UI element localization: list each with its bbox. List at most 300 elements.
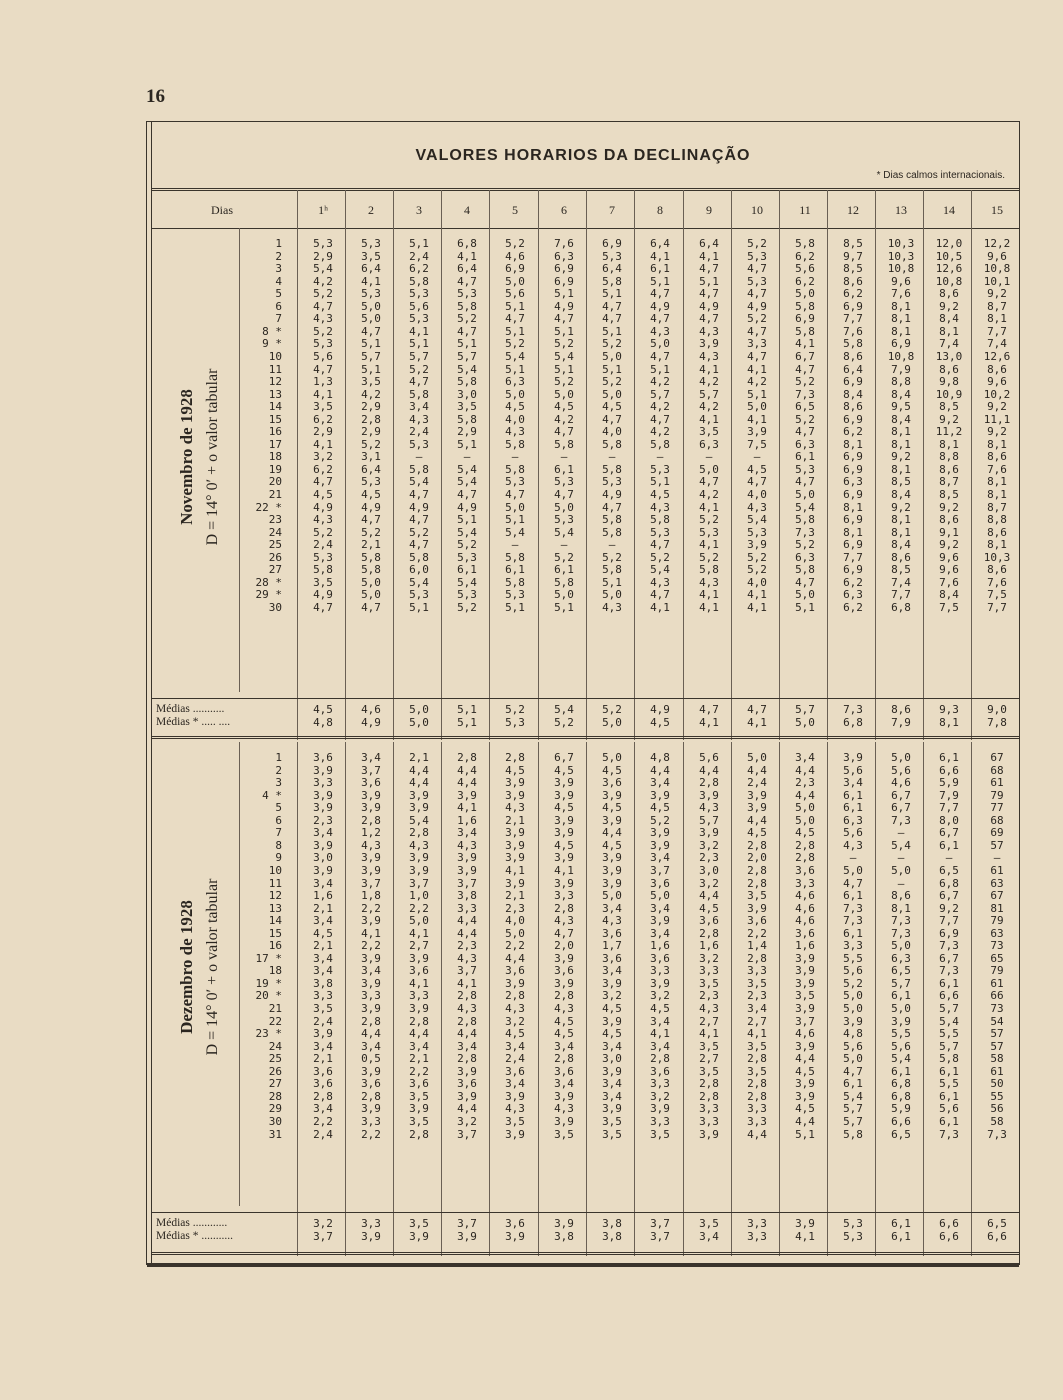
hour-value: 4,5 bbox=[795, 826, 815, 840]
hour-value: 3,7 bbox=[457, 964, 477, 978]
header-top-rule-2 bbox=[151, 190, 1019, 191]
hour-value: 6,9 bbox=[505, 262, 525, 276]
hour-value: 3,7 bbox=[361, 876, 381, 890]
hour-value: 5,2 bbox=[699, 550, 719, 564]
day-number: 19 bbox=[268, 462, 282, 476]
hour-value: 2,2 bbox=[505, 939, 525, 953]
header-hour: 6 bbox=[561, 202, 567, 217]
hour-value: 8,1 bbox=[987, 475, 1007, 489]
hour-value: 9,6 bbox=[891, 274, 911, 288]
hour-value: 3,9 bbox=[505, 776, 525, 790]
hour-value: 3,4 bbox=[457, 826, 477, 840]
hour-value: 3,9 bbox=[409, 851, 429, 865]
hour-value: 10,1 bbox=[983, 274, 1011, 288]
hour-value: 8,4 bbox=[843, 387, 863, 401]
hour-value: 5,4 bbox=[554, 525, 574, 539]
hour-value: 4,3 bbox=[554, 1002, 574, 1015]
medias-top-rule bbox=[151, 698, 1019, 699]
hour-value: 8,4 bbox=[891, 387, 911, 401]
hour-value: 1,6 bbox=[795, 939, 815, 953]
hour-value: 4,7 bbox=[602, 412, 622, 426]
hour-value: 2,0 bbox=[554, 939, 574, 953]
medias-star-value: 5,0 bbox=[795, 716, 815, 729]
hour-value: 5,1 bbox=[602, 362, 622, 376]
medias-value: 7,3 bbox=[843, 703, 863, 716]
hour-value: 3,3 bbox=[361, 1114, 381, 1128]
hour-value: 3,4 bbox=[457, 1039, 477, 1053]
hour-value: 4,2 bbox=[361, 387, 381, 401]
hour-value: 5,1 bbox=[457, 513, 477, 527]
hour-value: 0,5 bbox=[361, 1052, 381, 1066]
hour-value: 5,6 bbox=[891, 1039, 911, 1053]
hour-value: 3,9 bbox=[554, 826, 574, 840]
hour-value: 2,8 bbox=[457, 1014, 477, 1028]
hour-value: 8,0 bbox=[939, 813, 959, 827]
medias-star-value: 4,1 bbox=[699, 716, 719, 729]
hour-value: 4,7 bbox=[650, 538, 670, 552]
hour-value: 3,6 bbox=[457, 1077, 477, 1091]
hour-value: — bbox=[897, 876, 905, 890]
hour-value: 3,6 bbox=[650, 951, 670, 965]
hour-value: 3,9 bbox=[602, 788, 622, 802]
hour-value: 2,8 bbox=[747, 1089, 767, 1103]
hour-value: 4,3 bbox=[505, 425, 525, 439]
hour-value: 4,1 bbox=[747, 412, 767, 426]
hour-value: 3,0 bbox=[602, 1052, 622, 1066]
hour-value: 3,6 bbox=[650, 876, 670, 890]
hour-value: 4,3 bbox=[409, 838, 429, 852]
hour-value: 3,5 bbox=[313, 400, 333, 414]
day-number: 26 bbox=[268, 1064, 282, 1078]
hour-value: 5,0 bbox=[650, 889, 670, 903]
hour-value: 8,5 bbox=[843, 237, 863, 250]
hour-value: 11,2 bbox=[935, 425, 963, 439]
hour-value: 5,6 bbox=[843, 763, 863, 777]
hour-value: 5,7 bbox=[891, 976, 911, 990]
hour-value: 4,1 bbox=[409, 324, 429, 338]
medias-value: 5,3 bbox=[843, 1217, 863, 1230]
hour-value: 3,9 bbox=[650, 788, 670, 802]
hour-value: 3,9 bbox=[554, 976, 574, 990]
hour-value: 8,1 bbox=[939, 324, 959, 338]
hour-value: 3,9 bbox=[554, 776, 574, 790]
hour-value: 4,4 bbox=[409, 776, 429, 790]
hour-value: 6,1 bbox=[554, 563, 574, 577]
hour-value: 11,1 bbox=[983, 412, 1011, 426]
hour-value: — bbox=[608, 450, 616, 464]
hour-value: 3,2 bbox=[650, 989, 670, 1003]
hour-value: 4,4 bbox=[699, 889, 719, 903]
day-number: 25 bbox=[268, 1052, 282, 1066]
hour-value: 4,7 bbox=[650, 349, 670, 363]
hour-value: 3,9 bbox=[795, 1077, 815, 1091]
hour-value: 4,5 bbox=[505, 400, 525, 414]
medias-star-value: 6,8 bbox=[843, 716, 863, 729]
hour-value: 5,8 bbox=[699, 563, 719, 577]
hour-value: 3,5 bbox=[795, 989, 815, 1003]
hour-value: 2,7 bbox=[699, 1052, 719, 1066]
hour-value: 2,8 bbox=[747, 838, 767, 852]
day-number: 6 bbox=[275, 299, 282, 313]
medias-star-value: 3,8 bbox=[554, 1230, 574, 1243]
hour-value: 5,8 bbox=[457, 412, 477, 426]
hour-value: 6,8 bbox=[939, 876, 959, 890]
hour-value: 5,7 bbox=[843, 1102, 863, 1116]
hour-value: 6,6 bbox=[939, 989, 959, 1003]
hour-value: 5,0 bbox=[361, 588, 381, 602]
day-number: 3 bbox=[275, 262, 282, 276]
hour-value: 3,9 bbox=[795, 964, 815, 978]
hour-value: 3,9 bbox=[554, 1089, 574, 1103]
hour-value: 5,0 bbox=[843, 989, 863, 1003]
hour-value: 5,2 bbox=[602, 337, 622, 351]
column-divider bbox=[345, 228, 346, 740]
hour-value: 3,9 bbox=[602, 851, 622, 865]
hour-value: 4,1 bbox=[747, 588, 767, 602]
hour-value: 2,8 bbox=[457, 1052, 477, 1066]
hour-value: 4,6 bbox=[795, 901, 815, 915]
hour-value: 8,1 bbox=[891, 901, 911, 915]
hour-value: 3,9 bbox=[650, 914, 670, 928]
hour-value: 5,9 bbox=[939, 776, 959, 790]
hour-value: 3,9 bbox=[554, 813, 574, 827]
hour-value: 6,4 bbox=[361, 462, 381, 476]
hour-value: 6,7 bbox=[554, 751, 574, 764]
hour-value: 4,3 bbox=[699, 801, 719, 815]
hour-value: 6,3 bbox=[843, 475, 863, 489]
hour-value: 2,8 bbox=[361, 1014, 381, 1028]
hour-value: 10,8 bbox=[887, 262, 915, 276]
hour-value: 4,1 bbox=[747, 1027, 767, 1041]
hour-value: 5,2 bbox=[361, 525, 381, 539]
day-number: 11 bbox=[268, 362, 282, 376]
hour-value: 5,7 bbox=[650, 387, 670, 401]
hour-value: 5,3 bbox=[747, 525, 767, 539]
hour-value: 3,6 bbox=[313, 751, 333, 764]
hour-value: 5,4 bbox=[313, 262, 333, 276]
column-divider bbox=[441, 228, 442, 740]
hour-value: 3,9 bbox=[554, 951, 574, 965]
hour-value: 6,1 bbox=[650, 262, 670, 276]
hour-value: 3,4 bbox=[650, 901, 670, 915]
hour-value: 3,3 bbox=[457, 901, 477, 915]
day-number: 18 bbox=[268, 450, 282, 464]
hour-value: 4,1 bbox=[699, 538, 719, 552]
hour-value: 4,1 bbox=[650, 600, 670, 614]
hour-value: 4,3 bbox=[313, 312, 333, 326]
hour-value: 3,5 bbox=[361, 375, 381, 389]
hour-value: 3,1 bbox=[361, 450, 381, 464]
hour-value: 2,3 bbox=[457, 939, 477, 953]
day-number: 20 * bbox=[255, 989, 282, 1003]
hour-value: 3,3 bbox=[650, 964, 670, 978]
hour-value: 3,6 bbox=[361, 1077, 381, 1091]
hour-value: 3,9 bbox=[457, 1064, 477, 1078]
hour-value: 3,9 bbox=[650, 976, 670, 990]
hour-value: 5,2 bbox=[457, 538, 477, 552]
hour-value: 4,5 bbox=[602, 763, 622, 777]
hour-value: 3,6 bbox=[650, 1064, 670, 1078]
hour-value: 5,5 bbox=[891, 1027, 911, 1041]
hour-value: 5,0 bbox=[602, 588, 622, 602]
table-row bbox=[147, 238, 1019, 251]
hour-value: 2,8 bbox=[554, 989, 574, 1003]
hour-value: 2,9 bbox=[361, 425, 381, 439]
hour-value: 1,7 bbox=[602, 939, 622, 953]
hour-value: 5,2 bbox=[457, 600, 477, 614]
hour-value: 5,0 bbox=[505, 387, 525, 401]
hour-value: 6,7 bbox=[939, 951, 959, 965]
day-number: 14 bbox=[268, 914, 282, 928]
hour-value: 5,8 bbox=[361, 563, 381, 577]
hour-value: 7,3 bbox=[939, 1127, 959, 1141]
hour-value: 3,5 bbox=[747, 1039, 767, 1053]
hour-value: 3,9 bbox=[699, 1127, 719, 1141]
medias-star-value: 3,4 bbox=[699, 1230, 719, 1243]
table-row bbox=[147, 426, 1019, 439]
hour-value: 4,4 bbox=[457, 763, 477, 777]
header-top-rule bbox=[151, 188, 1019, 189]
table-row bbox=[147, 752, 1019, 765]
hour-value: 5,0 bbox=[554, 588, 574, 602]
section-bottom-rule-2 bbox=[151, 1254, 1019, 1255]
table-row bbox=[147, 288, 1019, 301]
hour-value: 3,9 bbox=[650, 1102, 670, 1116]
hour-value: 8,7 bbox=[987, 299, 1007, 313]
hour-value: 3,9 bbox=[313, 863, 333, 877]
hour-value: 5,4 bbox=[891, 838, 911, 852]
hour-value: 6,1 bbox=[843, 1077, 863, 1091]
hour-value: 2,8 bbox=[457, 989, 477, 1003]
hour-value: 4,9 bbox=[313, 588, 333, 602]
medias-value: 4,5 bbox=[313, 703, 333, 716]
hour-value: 5,7 bbox=[361, 349, 381, 363]
day-number: 23 * bbox=[255, 1027, 282, 1041]
hour-value: 2,3 bbox=[313, 813, 333, 827]
hour-value: 6,2 bbox=[409, 262, 429, 276]
hour-value: 5,1 bbox=[650, 274, 670, 288]
hour-value: 5,2 bbox=[554, 550, 574, 564]
hour-value: 6,2 bbox=[843, 575, 863, 589]
hour-value: 6,4 bbox=[361, 262, 381, 276]
hour-value: 4,5 bbox=[795, 1064, 815, 1078]
hour-value: 4,7 bbox=[409, 513, 429, 527]
hour-value: 4,3 bbox=[699, 1002, 719, 1015]
hour-value: 4,5 bbox=[505, 1027, 525, 1041]
hour-value: 3,9 bbox=[891, 1014, 911, 1028]
hour-value: 4,1 bbox=[409, 926, 429, 940]
hour-value: 5,4 bbox=[409, 575, 429, 589]
hour-value: 3,4 bbox=[361, 751, 381, 764]
hour-value: 5,8 bbox=[505, 575, 525, 589]
hour-value: 2,8 bbox=[409, 826, 429, 840]
hour-value: 4,0 bbox=[505, 412, 525, 426]
day-number: 1 bbox=[275, 751, 282, 764]
hour-value: 5,0 bbox=[650, 337, 670, 351]
hour-value: 4,3 bbox=[650, 575, 670, 589]
hour-value: 8,5 bbox=[891, 563, 911, 577]
hour-value: 5,0 bbox=[505, 926, 525, 940]
hour-value: 5,0 bbox=[747, 751, 767, 764]
hour-value: 5,6 bbox=[409, 299, 429, 313]
hour-value: 3,6 bbox=[409, 1077, 429, 1091]
month-title: Novembro de 1928 bbox=[177, 389, 196, 525]
hour-value: 4,4 bbox=[457, 776, 477, 790]
hour-value: 5,0 bbox=[361, 299, 381, 313]
column-divider bbox=[875, 742, 876, 1256]
hour-value: 4,9 bbox=[457, 500, 477, 514]
medias-value: 8,6 bbox=[891, 703, 911, 716]
hour-value: 3,5 bbox=[554, 1127, 574, 1141]
hour-value: 2,1 bbox=[313, 901, 333, 915]
hour-value: 5,3 bbox=[505, 475, 525, 489]
hour-value: 3,5 bbox=[747, 1064, 767, 1078]
hour-value: 5,6 bbox=[843, 826, 863, 840]
hour-value: 2,8 bbox=[795, 851, 815, 865]
hour-value: 3,9 bbox=[602, 1014, 622, 1028]
hour-value: 6,1 bbox=[939, 751, 959, 764]
hour-value: 3,4 bbox=[361, 964, 381, 978]
medias-value: 5,2 bbox=[505, 703, 525, 716]
declination-table bbox=[146, 121, 1020, 1265]
hour-value: 7,4 bbox=[987, 337, 1007, 351]
hour-value: 5,2 bbox=[554, 337, 574, 351]
hour-value: 9,2 bbox=[939, 538, 959, 552]
hour-value: 10,3 bbox=[887, 237, 915, 250]
medias-value: 3,6 bbox=[505, 1217, 525, 1230]
hour-value: 2,2 bbox=[409, 1064, 429, 1078]
hour-value: 8,6 bbox=[891, 550, 911, 564]
header-column-divider bbox=[538, 190, 539, 228]
hour-value: 5,1 bbox=[505, 299, 525, 313]
hour-value: 4,7 bbox=[409, 538, 429, 552]
hour-value: 4,3 bbox=[457, 951, 477, 965]
hour-value: 5,2 bbox=[747, 563, 767, 577]
hour-value: 8,1 bbox=[987, 488, 1007, 501]
hour-value: 8,4 bbox=[891, 488, 911, 501]
hour-value: 6,3 bbox=[843, 588, 863, 602]
hour-value: 5,0 bbox=[602, 387, 622, 401]
hour-value: 2,2 bbox=[361, 901, 381, 915]
medias-star-value: 4,1 bbox=[795, 1230, 815, 1243]
day-number: 13 bbox=[268, 901, 282, 915]
hour-value: 5,1 bbox=[361, 337, 381, 351]
quiet-days-note: * Dias calmos internacionais. bbox=[876, 170, 1005, 181]
column-divider bbox=[683, 742, 684, 1256]
hour-value: 5,6 bbox=[891, 763, 911, 777]
medias-star-value: 3,9 bbox=[457, 1230, 477, 1243]
hour-value: 5,3 bbox=[699, 525, 719, 539]
hour-value: 4,4 bbox=[699, 763, 719, 777]
hour-value: 5,8 bbox=[457, 375, 477, 389]
hour-value: 3,8 bbox=[457, 889, 477, 903]
medias-row bbox=[151, 703, 1019, 716]
header-hour: 7 bbox=[609, 202, 615, 217]
hour-value: 7,3 bbox=[939, 939, 959, 953]
medias-value: 4,7 bbox=[699, 703, 719, 716]
hour-value: 4,4 bbox=[457, 914, 477, 928]
hour-value: 6,9 bbox=[843, 375, 863, 389]
hour-value: 1,6 bbox=[457, 813, 477, 827]
medias-value: 6,1 bbox=[891, 1217, 911, 1230]
hour-value: 3,3 bbox=[650, 1114, 670, 1128]
hour-value: — bbox=[608, 538, 616, 552]
hour-value: 3,5 bbox=[699, 976, 719, 990]
hour-value: 3,4 bbox=[313, 964, 333, 978]
hour-value: 3,9 bbox=[505, 851, 525, 865]
hour-value: 7,6 bbox=[939, 575, 959, 589]
hour-value: 3,9 bbox=[457, 788, 477, 802]
hour-value: 5,4 bbox=[939, 1014, 959, 1028]
hour-value: 3,9 bbox=[361, 1102, 381, 1116]
hour-value: 6,1 bbox=[554, 462, 574, 476]
hour-value: 12,6 bbox=[935, 262, 963, 276]
medias-value: 3,3 bbox=[747, 1217, 767, 1230]
hour-value: 3,7 bbox=[361, 763, 381, 777]
hour-value: 4,7 bbox=[457, 274, 477, 288]
day-number: 31 bbox=[268, 1127, 282, 1141]
hour-value: 4,6 bbox=[891, 776, 911, 790]
hour-value: 4,7 bbox=[747, 349, 767, 363]
hour-value: 7,3 bbox=[891, 926, 911, 940]
hour-value: 9,2 bbox=[939, 500, 959, 514]
hour-value: 2,1 bbox=[313, 1052, 333, 1066]
hour-value: 5,8 bbox=[361, 550, 381, 564]
hour-value: 3,4 bbox=[505, 1039, 525, 1053]
header-column-divider bbox=[441, 190, 442, 228]
header-hour: 11 bbox=[799, 202, 811, 217]
hour-value: 6,3 bbox=[505, 375, 525, 389]
hour-value: 61 bbox=[990, 776, 1004, 790]
hour-value: 8,6 bbox=[939, 362, 959, 376]
day-number: 2 bbox=[275, 249, 282, 263]
hour-value: 9,2 bbox=[891, 500, 911, 514]
hour-value: 8,6 bbox=[939, 287, 959, 301]
day-number: 16 bbox=[268, 939, 282, 953]
hour-value: 2,9 bbox=[457, 425, 477, 439]
hour-value: 3,4 bbox=[602, 901, 622, 915]
hour-value: 4,5 bbox=[554, 801, 574, 815]
medias-star-value: 5,2 bbox=[554, 716, 574, 729]
medias-value: 3,9 bbox=[795, 1217, 815, 1230]
table-row bbox=[147, 351, 1019, 364]
hour-value: 2,1 bbox=[505, 813, 525, 827]
hour-value: 4,2 bbox=[699, 400, 719, 414]
table-row bbox=[147, 827, 1019, 840]
day-number: 21 bbox=[268, 488, 282, 501]
medias-value: 9,3 bbox=[939, 703, 959, 716]
medias-value: 4,6 bbox=[361, 703, 381, 716]
medias-label: Médias ............ bbox=[156, 1217, 228, 1229]
hour-value: 7,3 bbox=[795, 525, 815, 539]
hour-value: 5,8 bbox=[795, 563, 815, 577]
hour-value: 5,8 bbox=[650, 513, 670, 527]
table-row bbox=[147, 1003, 1019, 1016]
hour-value: — bbox=[511, 450, 519, 464]
hour-value: 5,1 bbox=[505, 362, 525, 376]
hour-value: 3,4 bbox=[650, 1039, 670, 1053]
hour-value: 5,6 bbox=[843, 1039, 863, 1053]
hour-value: 4,7 bbox=[554, 312, 574, 326]
hour-value: 5,0 bbox=[699, 462, 719, 476]
declination-formula: D = 14° 0′ + o valor tabular bbox=[204, 878, 221, 1056]
column-divider bbox=[923, 742, 924, 1256]
hour-value: 5,8 bbox=[409, 462, 429, 476]
hour-value: 79 bbox=[990, 914, 1004, 928]
hour-value: 2,8 bbox=[699, 1089, 719, 1103]
hour-value: 4,3 bbox=[457, 838, 477, 852]
hour-value: 8,5 bbox=[891, 475, 911, 489]
